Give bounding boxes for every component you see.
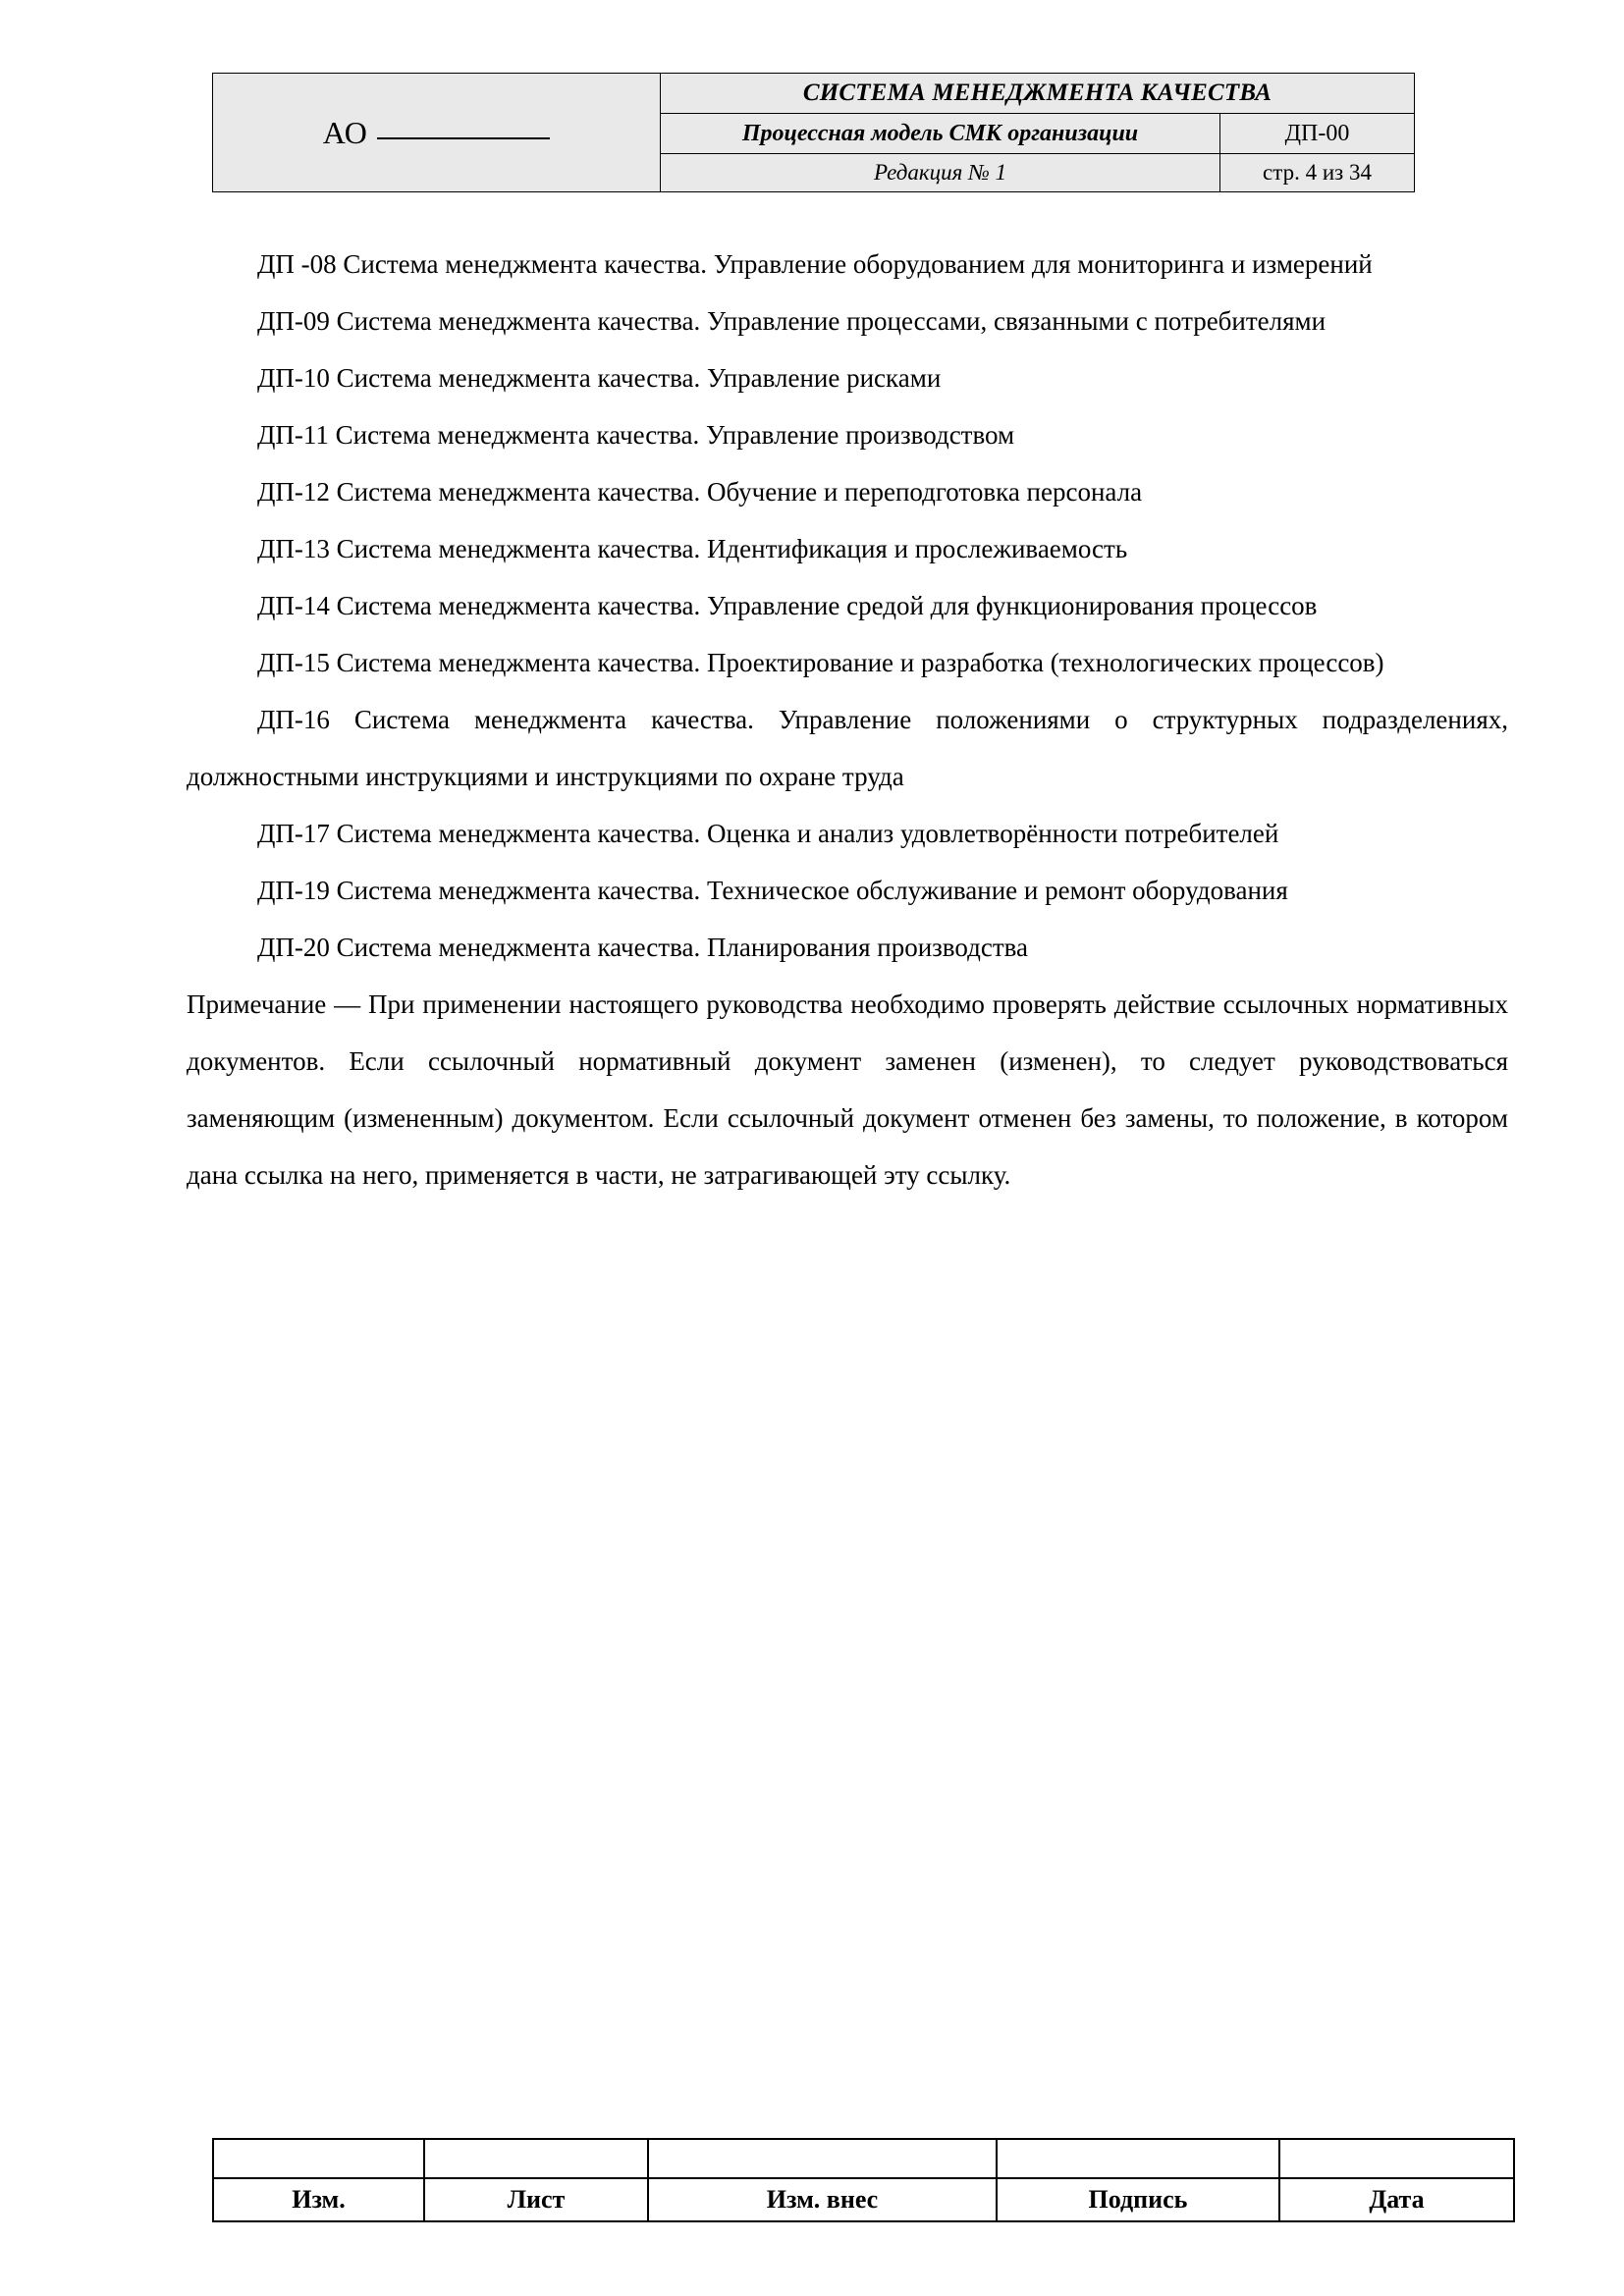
footer-table (212, 2138, 1515, 2222)
body-paragraph: ДП-17 Система менеджмента качества. Оценка и анализ удовлетворённости потребителей (257, 819, 1279, 848)
note-paragraph: Примечание — При применении настоящего руководства необходимо проверять действие ссылочных нормативных документов. Если ссылочный нормативный документ заменен (изменен), то следует руководствоваться заменяющим (измененным) документом. Если ссылочный документ отменен без замены, то положение, в котором дана ссылка на него, применяется в части, не затрагивающей эту ссылку. (187, 989, 1508, 1190)
document-body (187, 236, 1508, 1203)
org-blank-rule (377, 136, 550, 139)
document-header-block (212, 73, 1414, 192)
footer-header-izm: Изм. (213, 2178, 424, 2221)
doc-code-cell: ДП-00 (1220, 114, 1415, 154)
body-paragraph: ДП-16 Система менеджмента качества. Управление положениями о структурных подразделениях, должностными инструкциями и инструкциями по охране труда (187, 705, 1508, 791)
body-paragraph: ДП-10 Система менеджмента качества. Управление рисками (257, 363, 942, 393)
body-paragraph: ДП-14 Система менеджмента качества. Управление средой для функционирования процессов (257, 591, 1318, 620)
document-footer-block (212, 2138, 1513, 2222)
footer-blank-cell (997, 2139, 1279, 2178)
footer-header-row (213, 2178, 1514, 2221)
body-paragraph: ДП-13 Система менеджмента качества. Идентификация и прослеживаемость (257, 534, 1128, 563)
body-paragraph: ДП -08 Система менеджмента качества. Управление оборудованием для мониторинга и измерений (257, 249, 1373, 279)
footer-header-izm-vnes: Изм. внес (648, 2178, 997, 2221)
org-label: АО (322, 114, 368, 150)
footer-header-data: Дата (1279, 2178, 1514, 2221)
body-paragraph: ДП-15 Система менеджмента качества. Проектирование и разработка (технологических процессов) (257, 648, 1384, 677)
footer-header-podpis: Подпись (997, 2178, 1279, 2221)
revision-cell: Редакция № 1 (661, 154, 1220, 192)
header-row-title (213, 74, 1415, 114)
body-paragraph: ДП-09 Система менеджмента качества. Управление процессами, связанными с потребителями (257, 306, 1326, 336)
body-paragraph: ДП-12 Система менеджмента качества. Обучение и переподготовка персонала (257, 477, 1143, 507)
footer-blank-cell (648, 2139, 997, 2178)
body-paragraph: ДП-20 Система менеджмента качества. Планирования производства (257, 933, 1028, 962)
model-title-cell: Процессная модель СМК организации (661, 114, 1220, 154)
page-info-cell: стр. 4 из 34 (1220, 154, 1415, 192)
body-paragraph: ДП-11 Система менеджмента качества. Управление производством (257, 420, 1015, 450)
footer-blank-cell (424, 2139, 648, 2178)
system-title-cell: СИСТЕМА МЕНЕДЖМЕНТА КАЧЕСТВА (661, 74, 1415, 114)
footer-header-list: Лист (424, 2178, 648, 2221)
header-table (212, 73, 1415, 192)
footer-blank-row (213, 2139, 1514, 2178)
org-name-cell (213, 74, 661, 192)
footer-blank-cell (1279, 2139, 1514, 2178)
body-paragraph: ДП-19 Система менеджмента качества. Техническое обслуживание и ремонт оборудования (257, 876, 1288, 905)
footer-blank-cell (213, 2139, 424, 2178)
